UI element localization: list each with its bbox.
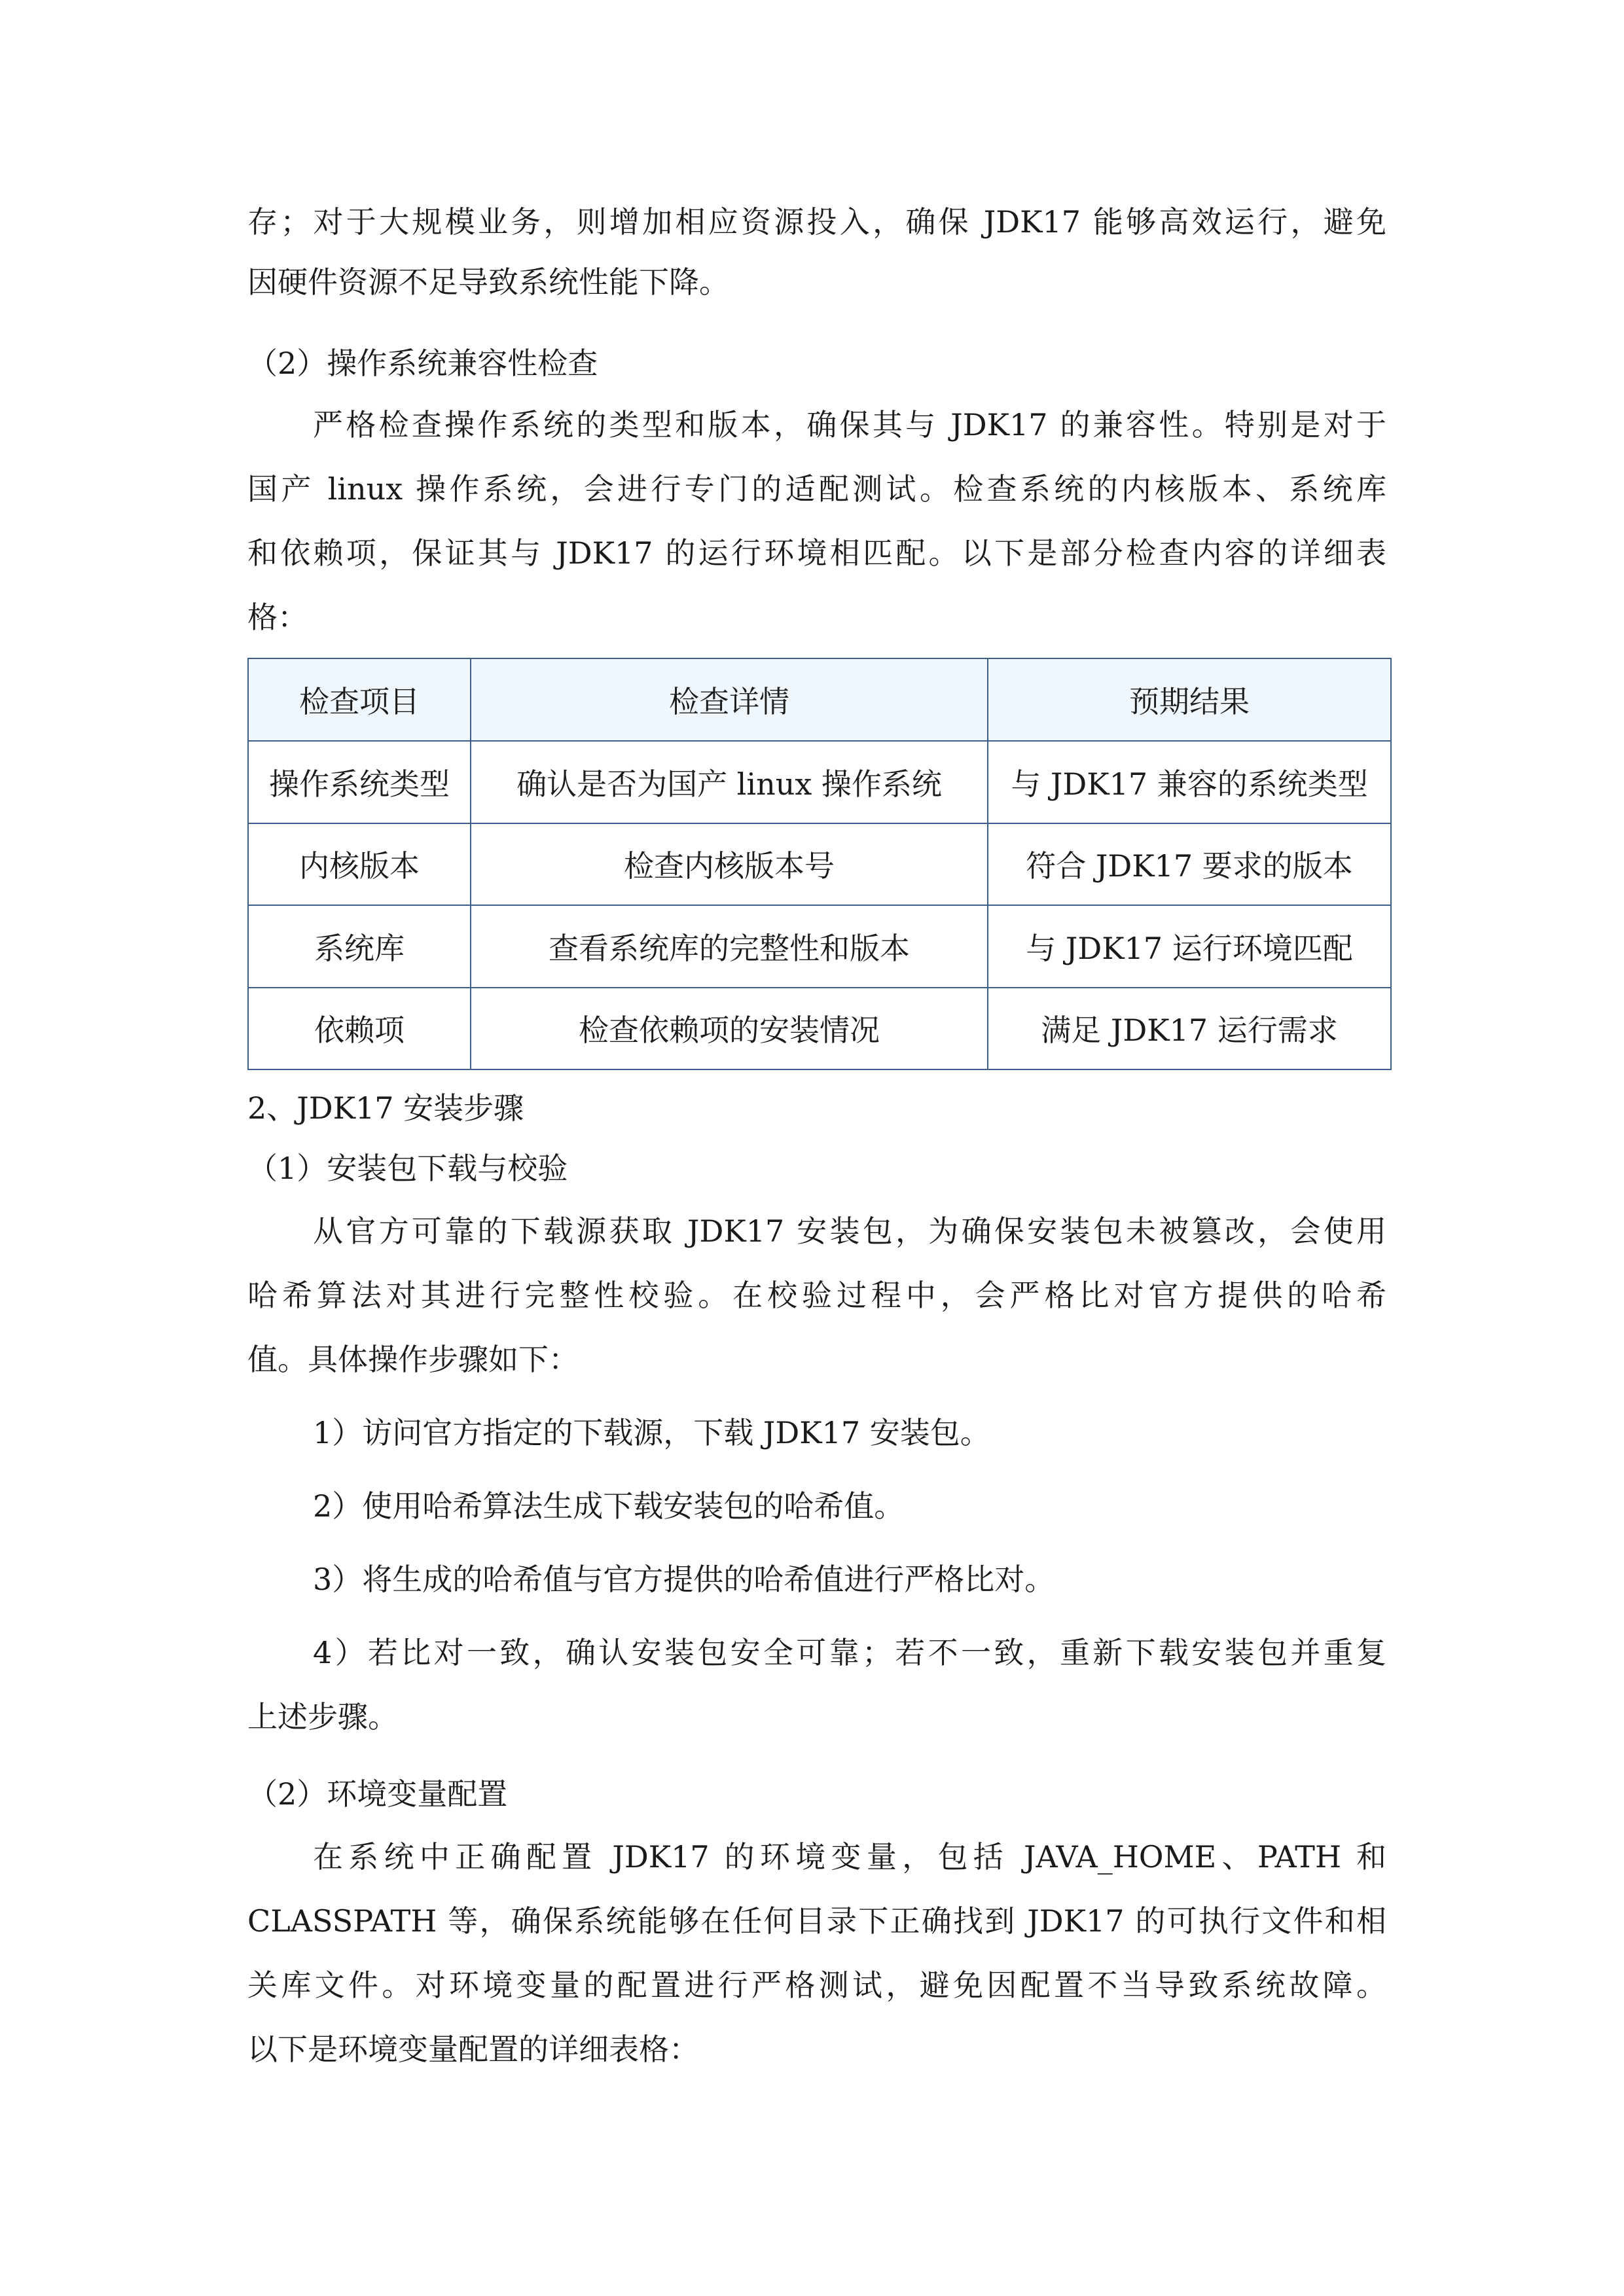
table-cell: 符合 JDK17 要求的版本 [988, 823, 1391, 906]
table-cell: 与 JDK17 兼容的系统类型 [988, 741, 1391, 823]
paragraph-line: 严格检查操作系统的类型和版本，确保其与 JDK17 的兼容性。特别是对于 [313, 407, 1386, 442]
paragraph-line: 国产 linux 操作系统，会进行专门的适配测试。检查系统的内核版本、系统库 [247, 471, 1386, 507]
table-cell: 查看系统库的完整性和版本 [471, 905, 988, 988]
paragraph-line: CLASSPATH 等，确保系统能够在任何目录下正确找到 JDK17 的可执行文件和相 [247, 1903, 1386, 1939]
table-cell: 依赖项 [248, 988, 471, 1070]
paragraph-line: 以下是环境变量配置的详细表格： [247, 2032, 699, 2067]
table-row [248, 988, 1391, 1070]
table-header-cell: 检查项目 [248, 658, 471, 741]
table-cell: 检查依赖项的安装情况 [471, 988, 988, 1070]
paragraph-line: 哈希算法对其进行完整性校验。在校验过程中，会严格比对官方提供的哈希 [247, 1278, 1386, 1313]
paragraph-line: 关库文件。对环境变量的配置进行严格测试，避免因配置不当导致系统故障。 [247, 1967, 1386, 2003]
step-item: 4）若比对一致，确认安装包安全可靠；若不一致，重新下载安装包并重复 [313, 1635, 1386, 1670]
table-cell: 与 JDK17 运行环境匹配 [988, 905, 1391, 988]
paragraph-line: 存；对于大规模业务，则增加相应资源投入，确保 JDK17 能够高效运行，避免 [247, 204, 1386, 240]
table-cell: 满足 JDK17 运行需求 [988, 988, 1391, 1070]
table-row [248, 823, 1391, 906]
paragraph-line: 和依赖项，保证其与 JDK17 的运行环境相匹配。以下是部分检查内容的详细表 [247, 535, 1386, 571]
table-cell: 系统库 [248, 905, 471, 988]
paragraph-line: 值。具体操作步骤如下： [247, 1342, 579, 1377]
table-header-cell: 检查详情 [471, 658, 988, 741]
step-item: 1）访问官方指定的下载源，下载 JDK17 安装包。 [313, 1415, 990, 1450]
paragraph-line: 在系统中正确配置 JDK17 的环境变量，包括 JAVA_HOME、PATH 和 [313, 1839, 1386, 1874]
section-heading: 2、JDK17 安装步骤 [247, 1090, 524, 1126]
paragraph-line: 因硬件资源不足导致系统性能下降。 [247, 264, 729, 300]
paragraph-line: 格： [247, 600, 308, 635]
os-check-table [247, 658, 1392, 1070]
table-cell: 确认是否为国产 linux 操作系统 [471, 741, 988, 823]
table-row [248, 905, 1391, 988]
subsection-heading: （2）环境变量配置 [247, 1776, 508, 1812]
table-header-row [248, 658, 1391, 741]
table-cell: 检查内核版本号 [471, 823, 988, 906]
subsection-heading: （1）安装包下载与校验 [247, 1151, 568, 1186]
step-item: 3）将生成的哈希值与官方提供的哈希值进行严格比对。 [313, 1562, 1055, 1597]
step-item: 2）使用哈希算法生成下载安装包的哈希值。 [313, 1488, 905, 1524]
table-header-cell: 预期结果 [988, 658, 1391, 741]
table-cell: 内核版本 [248, 823, 471, 906]
paragraph-line: 从官方可靠的下载源获取 JDK17 安装包，为确保安装包未被篡改，会使用 [313, 1213, 1386, 1249]
step-item: 上述步骤。 [247, 1699, 398, 1734]
table-cell: 操作系统类型 [248, 741, 471, 823]
table-row [248, 741, 1391, 823]
section-heading: （2）操作系统兼容性检查 [247, 346, 598, 381]
